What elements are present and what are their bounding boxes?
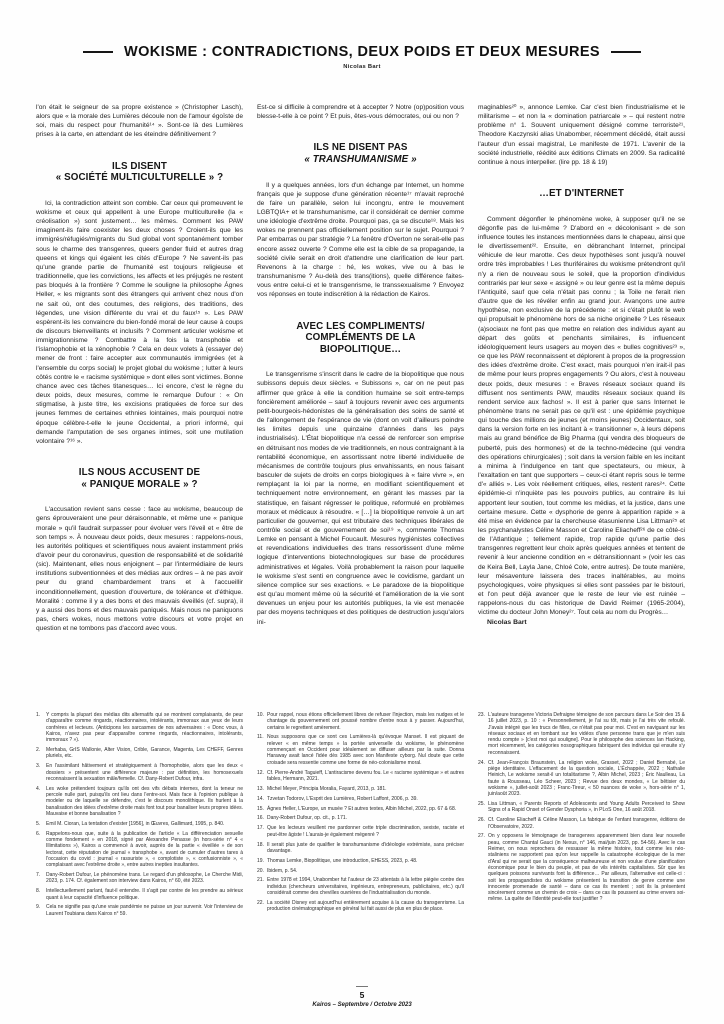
footnote-number: 17. [257, 825, 264, 832]
footnote-item [257, 734, 464, 765]
journal-issue-line: Kairos – Septembre / Octobre 2023 [312, 1002, 412, 1008]
body-column-1 [36, 103, 243, 709]
footnote-item [257, 877, 464, 896]
footnote-number: 9. [36, 904, 41, 911]
footnote-text: Il serait plus juste de qualifier le transhumanisme d'idéologie extrémiste, sans préciser davantage. [267, 841, 464, 854]
heading-line: « SOCIÉTÉ MULTICULTURELLE » ? [55, 172, 224, 184]
paragraph: L'accusation revient sans cesse : face au wokisme, beaucoup de gens éprouveraient une peur déraisonnable, et même une « panique morale » qu'il faudrait surpasser pour évoluer vers l'éveil et « être de son temps ». À nouveau deux poids, deux mesures : rappelons-nous, les autorités politiques et scientifiques nous avaient instamment priés d'avoir peur du coronavirus, question de responsabilité et de solidarité (sic). Maintenant, elles nous enjoignent – par l'intermédiaire de leurs institutions subventionnées et des médias aux ordres – à ne pas avoir peur du grand chambardement trans et à l'accueillir inconditionnellement, question d'ouverture, de tolérance et d'éthique. Moralité : comme il y a des bons et des mauvais éveillés (cf. supra), il y a aussi des bons et des mauvais paniqués. Mais nous ne paniquons pas, chers wokes, nous mettons votre discours et votre projet en question et ne tombons pas d'accord avec vous. [36, 506, 243, 633]
footnote-text: Les woke prétendent toujours qu'ils ont des vifs débats internes, dont la teneur ne percole nulle part, puisqu'ils ont lieu dans l'entre-soi. Mais face à l'opinion publique à modeler ou de laquelle se défendre, c'est le discours monolithique. Ils hurlent à la banalisation des idées d'extrême droite mais font tout pour banaliser leurs propres idées. Mauvaise et bonne banalisation ? [46, 785, 243, 817]
footnote-item [257, 806, 464, 812]
footnote-item [478, 801, 685, 814]
footnote-number: 13. [257, 785, 264, 792]
paragraph-continuation: l'on était le seigneur de sa propre existence » (Christopher Lasch), alors que « la morale des Lumières découle non de l'amour égoïste de soi, mais du respect pour l'humanité¹⁴ ». Sont-ce là des Lumières prises à la carte, en attendant de les éteindre définitivement ? [36, 104, 243, 139]
footnote-number: 16. [257, 815, 264, 822]
heading-line-italic: « TRANSHUMANISME » [304, 153, 417, 165]
paragraph: Le transgenrisme s'inscrit dans le cadre de la biopolitique que nous subissons depuis deux siècles. « Subissons », car on ne peut pas affirmer que grâce à elle la condition humaine se soit entre-temps foncièrement améliorée – sauf à toujours revenir avec ces arguments petit-bourgeois-hédonistes de la généralisation des soins de santé et de l'allongement de l'espérance de vie (dont on voit d'ailleurs poindre les limites depuis une quinzaine d'années dans les pays industrialisés). L'État biopolitique n'a cessé de renforcer son emprise en détruisant nos modes de vie traditionnels, en nous contraignant à la rentabilité économique, en assortissant notre liberté individuelle de mécanismes de contrôle toujours plus envahissants, en nous faisant basculer de sujets de droits en corps biologiques à « faire vivre », en remplaçant la loi par la norme, en modifiant scientifiquement et techniquement notre environnement, en gérant les masses par la statistique, en faisant régresser le politique, reformulé en problèmes moraux et médicaux à résoudre. « […] la biopolitique renvoie à un art particulier de gouverner, qui est tributaire des techniques libérales de contrôle social et de gouvernement de soi¹⁹ », commente Thomas Lemke en pensant à Michel Foucault. Mesures hygiénistes collectives et revendications individuelles des trans ressortissent d'une même logique d'interventions biotechnologiques sur base de procédures administratives et légales. Voilà probablement la raison pour laquelle le wokisme s'est senti en congruence avec le covidisme, gardant un silence complice sur ses exactions. « Le paradoxe de la biopolitique est qu'au moment même où la sécurité et l'amélioration de la vie sont devenues un enjeu pour les autorités publiques, la vie est menacée par des moyens techniques et des politiques de destruction jusqu'alors ini- [257, 371, 464, 626]
footnote-number: 19. [257, 857, 264, 864]
footnotes-column-1 [36, 712, 243, 968]
paragraph-continuation: maginables²⁰ », annonce Lemke. Car c'est bien l'industrialisme et le militarisme – et non la « domination patriarcale » – qui restent notre problème n° 1. Souvent uniquement désigné comme terroriste²¹, Theodore Kaczynski alias Unabomber, récemment décédé, était aussi l'auteur d'un essai magistral, Le manifeste de 1971. L'avenir de la société industrielle, réédité aux éditions Climats en 2009. Sa radicalité continue à nous interpeller. (lire pp. 18 & 19) [478, 104, 685, 166]
title-rule-left [83, 51, 113, 53]
article-author: Nicolas Bart [343, 64, 381, 70]
footnote-text: En l'assimilant hâtivement et stratégiquement à l'homophobie, alors que les deux « dossiers » présentent une différence majeure : par définition, les homosexuels reconnaissent la sexuation mâle/femelle. Cf. Dany-Robert Dufour, infra. [46, 763, 243, 782]
heading-line: BIOPOLITIQUE… [319, 343, 402, 355]
footnote-item [478, 817, 685, 830]
section-heading-et-d-internet [480, 188, 683, 200]
footnote-item [36, 747, 243, 760]
footnote-number: 14. [257, 795, 264, 802]
footnote-item [257, 858, 464, 864]
footnote-number: 26. [478, 817, 485, 824]
footnote-number: 2. [36, 747, 41, 754]
footnote-text: Cela ne signifie pas qu'une vraie pandémie ne puisse un jour survenir. Voir l'interview de Laurent Toubiana dans Kairos n° 59. [46, 904, 243, 917]
footnote-text: Que les lecteurs veuillent me pardonner cette triple discrimination, sexiste, raciste et peut-être âgiste ! L'aurais-je également mégenré ? [267, 825, 464, 838]
body-column-2 [257, 103, 464, 709]
footnote-item [36, 831, 243, 869]
footnote-item [257, 815, 464, 821]
footnote-number: 20. [257, 867, 264, 874]
footnote-number: 3. [36, 763, 41, 770]
paragraph: Ici, la contradiction atteint son comble. Car ceux qui promeuvent le wokisme et ceux qui appellent à une Europe multiculturelle (la « créolisation ») sont justement… les mêmes. Comment les PAW imaginent-ils faire coexister les deux choses ? Croient-ils que les immigrés/réfugiés/migrants du Sud global vont spontanément tomber sous le charme des transgenres, queers gender fluid et autres drag queens et kings qui égaient les cités d'Europe ? Ne savent-ils pas qu'une grande partie de l'humanité est toujours religieuse et traditionnelle, que les convictions, les affects et les préjugés ne restent pas bloqués à la frontière ? Comme le souligne la philosophe Ágnes Heller, « les migrants sont des étrangers qui arrivent chez nous d'on ne sait où, ont des coutumes, des religions, des traditions, des légendes, une vision différente du vrai et du faux¹⁵ ». Les PAW espèrent-ils les convaincre du bien-fondé moral de leur cause à coups de discours bienveillants et inclusifs ? Comment articuler wokisme et immigrationnisme ? Combattre à la fois la transphobie et l'islamophobie et la xénophobie ? Cela en deux volets à (essayer de) mener de front : faire accepter aux communautés immigrées (et à l'ensemble du corps social) le projet global du wokisme ; lutter à leurs côtés contre le « racisme systémique » dont elles sont victimes. Bonne chance avec ces tâches titanesques… Ici encore, c'est le règne du deux poids, deux mesures, comme le remarque Dufour : « On stigmatise, à juste titre, les excisions pratiquées de force sur des jeunes femmes de certaines ethnies lointaines, mais pourquoi notre époque célèbre-t-elle le jeune Occidental, a priori informé, qui demande l'amputation de ses organes intimes, soit une mutilation volontaire ?¹⁶ ». [36, 199, 243, 445]
footnote-number: 25. [478, 801, 485, 808]
section-heading-panique-morale [38, 467, 241, 490]
footnote-text: Ágnes Heller, L'Europe, un musée ? Et autres textes, Albin Michel, 2022, pp. 67 & 68. [267, 805, 457, 812]
footnote-number: 11. [257, 734, 264, 741]
footnote-text: La société Disney est aujourd'hui entièrement acquise à la cause du transgenrisme. La production cinématographique en général lui fait aussi de plus en plus de place. [267, 899, 464, 913]
heading-line: « PANIQUE MORALE » ? [81, 478, 198, 490]
footnote-text: Rappelons-nous que, suite à la publication de l'article « La différenciation sexuelle comme fondement » en 2018, signé par Alexandre Penasse (in hors-série n° 4 « Illimitations »), Kairos a commencé à avoir, auprès de la partie « éveillée » de son lectorat, cette réputation de journal « transphobe », avant de cumuler d'autres tares à l'occasion du covid : journal « rassuriste », « complotiste », « confusionniste », « complaisant avec l'extrême droite », entre autres inepties insultantes. [46, 830, 243, 869]
footnote-item [36, 904, 243, 917]
footnote-text: Cf. Pierre-André Taguieff, L'antiracisme devenu fou. Le « racisme systémique » et autres fables, Hermann, 2021. [267, 769, 464, 782]
section-heading-ils-disent [38, 161, 241, 184]
footnote-number: 6. [36, 830, 41, 837]
heading-line: ILS DISENT [112, 160, 167, 172]
footnote-text: Tzvetan Todorov, L'Esprit des Lumières, Robert Laffont, 2006, p. 39. [267, 795, 418, 802]
footnote-text: Nous supposons que ce sont ces Lumières-là qu'évoque Manset. Il est piquant de relever « en même temps » la portée universelle du wokisme, le phénomène commençant en Occident pour idéalement se diffuser ailleurs par la suite. Donna Haraway avait lancé l'idée dès 1985 avec son Manifeste cyborg. Nul doute que cette croisade sera ressentie comme une forme de néo-colonialisme moral. [267, 734, 464, 766]
footnote-item [36, 786, 243, 817]
footnote-number: 27. [478, 833, 485, 840]
footnote-number: 4. [36, 785, 41, 792]
footnote-item [36, 763, 243, 782]
paragraph: Comment dégonfler le phénomène woke, à supposer qu'il ne se dégonfle pas de lui-même ? D'abord en « décolonisant » de son influence toutes les instances mentionnées dans le chapeau, ainsi que le divertissement²². Ensuite, en débranchant Internet, principal véhicule de leur marotte. Ces deux hypothèses sont jusqu'à nouvel ordre très improbables ! Les thuriféraires du wokisme prétendront qu'il n'y a rien de nouveau sous le soleil, que la proportion d'individus contrariés par leur sexe « assigné » ou leur genre est la même depuis l'Antiquité, sauf que cela n'était pas connu ; la Toile ne ferait rien d'autre que de les révéler enfin au grand jour. Avançons une autre hypothèse, non exclusive de la précédente : et si c'était plutôt le web qui propulsait le phénomène hors de sa niche originelle ? Les réseaux (a)sociaux ne font pas que mettre en relation des individus ayant au départ des goûts et penchants similaires, ils influencent idéologiquement leurs usagers au moyen des « bulles cognitives²³ », ce que les PAW reconnaissent et déplorent à propos de la progression des idées d'extrême droite. C'est exact, mais pourquoi n'en irait-il pas de même pour leurs propres engagements ? Ou alors, c'est à nouveau deux poids, deux mesures : « Braves réseaux sociaux quand ils diffusent nos sentiments PAW, maudits réseaux sociaux quand ils rendent service aux fachos! ». Il est à parier que sans Internet le phénomène trans ne serait pas ce qu'il est : une épidémie psychique qui touche des millions de jeunes (et moins jeunes) Occidentaux, soit dans la version forte en les incitant à « transitionner », à leurs dépens mais au grand bénéfice de Big Pharma (qui vendra des bloqueurs de puberté, puis des hormones) et de la techno-médecine (qui vendra des opérations chirurgicales) ; soit dans la version faible en les incitant a minima à l'indulgence en tant que spectateurs, ou mieux, à l'exaltation en tant que supporters – ceux-ci étant repris sous le terme d'« alliés ». Les voix réellement critiques, elles, restent rares²⁴. Cette épidémie-ci n'inquiète pas les pouvoirs publics, au contraire ils lui apportent leur soutien, tout comme les médias, et la justice, dans une certaine mesure. Cette « dysphorie de genre à apparition rapide » a été mise en évidence par la chercheuse étasunienne Lisa Littman²⁵ et les psychanalystes Céline Masson et Caroline Eliacheff²⁶ de ce côté-ci de l'Atlantique ; tellement rapide, trop rapide qu'une partie des transgenres regrettent leur choix après quelques années et tentent de revenir à leur ancienne condition en « détransitionnant » (voir les cas de Keira Bell, Layla Jane, Chloé Cole, entre autres). De toute manière, leur mésaventure laissera des traces inaltérables, au moins psychologiques, voire physiques si elles sont passées par le bistouri, et l'on peut déjà avancer que le reste de leur vie est ruinée – rappelons-nous du cas historique de David Reimer (1965-2004), victime du docteur John Money²⁷. Tout cela au nom du Progrès… [478, 215, 685, 617]
footnote-text: L'auteure transgenre Victoria Defraigne témoigne de son parcours dans Le Soir des 15 & 16 juillet 2023, p. 10 : « Personnellement, je l'ai su tôt, mais je l'ai très vite refoulé. J'avais intégré que les trucs de filles, ce n'était pas pour moi. C'est en naviguant sur les réseaux sociaux et en tombant sur les vidéos d'une personne trans que je m'en suis rendu compte » [c'est moi qui souligne]. Pour le philosophe des sciences Ian Hacking, mort récemment, les catégories nosographiques fabriquent des individus qui ensuite s'y reconnaissent. [488, 712, 685, 756]
footnote-number: 18. [257, 841, 264, 848]
footnote-item [36, 872, 243, 885]
footer-rule [356, 986, 368, 987]
footnote-number: 8. [36, 888, 41, 895]
footnote-text: On y opposera le témoignage de transgenres apparemment bien dans leur nouvelle peau, comme Chantal Gauci (in Nexus, n° 146, mai/juin 2023, pp. 54-56). Avec le cas Reimer, on nous reprochera de ressasser la même histoire, tout comme les néo-staliniens ne supportent pas qu'on leur rappelle la catastrophe écologique de la mer d'Aral qui ne serait que la conséquence malheureuse et non voulue d'une planification économique pour le bien du peuple, et pas de vils intérêts capitalistes. Sûr que les quelques poissons survivants font la différence… Par ailleurs, l'alternative est celle-ci : soit les propagandistes du wokisme présentent la transition de genre comme une innocente promenade de santé – dans ce cas ils mentent ; soit ils la présentent sincèrement comme un chemin de croix – dans ce cas ils poussent au crime envers soi-même. La quête de l'identité peut-elle tout justifier ? [488, 833, 685, 903]
footnote-item [257, 868, 464, 874]
footnote-item [478, 760, 685, 798]
footnote-text: Lisa Littman, « Parents Reports of Adolescents and Young Adults Perceived to Show Signs of a Rapid Onset of Gender Dysphoria », in PLoS One, 16 août 2018. [488, 801, 685, 814]
footnote-item [257, 842, 464, 855]
footnote-item [257, 712, 464, 731]
title-rule-right [611, 51, 641, 53]
footnote-text: Intellectuellement parlant, faut-il entendre. Il s'agit par contre de les prendre au sérieux quant à leur capacité d'influence politique. [46, 888, 243, 901]
footnote-number: 7. [36, 872, 41, 879]
footnote-number: 24. [478, 759, 485, 766]
footnote-item [36, 821, 243, 827]
footnote-number: 22. [257, 899, 264, 906]
footnote-text: Cf. Jean-François Braunstein, La religion woke, Grasset, 2022 ; Daniel Bernabé, Le piège identitaire. L'effacement de la question sociale, L'Échappée, 2022 ; Nathalie Heinich, Le wokisme serait-il un totalitarisme ?, Albin Michel, 2023 ; Éric Naulleau, La faute à Rousseau, Léo Scheer, 2023 ; Revue des deux mondes, « Le bêtisier du wokisme », juillet-août 2023 ; Franc-Tireur, « 50 nuances de woke », hors-série n° 1, juin/août 2023. [488, 759, 685, 798]
footnote-text: Merhaba, GrIS Wallonie, Alter Vision, Crible, Garance, Magenta, Les CHEFF, Genres pluriels, etc. [46, 747, 243, 760]
section-heading-transhumanisme [259, 142, 462, 165]
footnotes-section [36, 712, 691, 968]
footnote-text: Ibidem, p. 54. [267, 867, 298, 874]
footnote-number: 5. [36, 820, 41, 827]
heading-line: …ET D'INTERNET [539, 188, 624, 200]
heading-line: AVEC LES COMPLIMENTS/ [296, 320, 425, 332]
footnote-item [36, 712, 243, 743]
footnote-text: Y compris la plupart des médias dits alternatifs qui se montrent complaisants, de peur d'apparaître comme ringards, réactionnaires, intolérants, immoraux aux yeux de leurs confrères et lecteurs. (Anticipons les sarcasmes de nos adversaires : « Donc vous, à Kairos, n'avez pas peur d'apparaître comme ringards, réactionnaires, intolérants, immoraux ? »). [46, 712, 243, 744]
footnote-text: Pour rappel, nous étions officiellement libres de refuser l'injection, mais les nudges et le chantage du gouvernement ont poussé nombre d'entre nous à y passer. Aujourd'hui, certains le regrettent amèrement. [267, 712, 464, 731]
footnote-text: Dany-Robert Dufour, Le phénomène trans. Le regard d'un philosophe, Le Cherche Midi, 2023, p. 174. Cf. également son interview dans Kairos, n° 60, été 2023. [46, 872, 243, 885]
title-row [0, 44, 724, 60]
heading-line: COMPLÉMENTS DE LA [305, 332, 416, 344]
footnote-item [478, 712, 685, 756]
footnote-item [257, 770, 464, 783]
footnote-text: Entre 1978 et 1994, Unabomber fut l'auteur de 23 attentats à la lettre piégée contre des individus (chercheurs universitaires, ingénieurs, entrepreneurs, publicitaires, etc.) qu'il considérait comme des chevilles ouvrières de l'industrialisation du monde. [267, 877, 464, 897]
heading-line: ILS NOUS ACCUSENT DE [78, 467, 201, 479]
footnote-text: Emil M. Cioran, La tentation d'exister [1956], in Œuvres, Gallimard, 1995, p. 840. [46, 820, 225, 827]
page-number: 5 [359, 989, 365, 1000]
section-heading-biopolitique [259, 321, 462, 356]
footnote-text: Cf. Caroline Eliacheff & Céline Masson, La fabrique de l'enfant transgenre, éditions de l'Observatoire, 2022. [488, 817, 685, 830]
heading-line: ILS NE DISENT PAS [313, 142, 408, 154]
footnote-item [257, 796, 464, 802]
article-body [36, 103, 691, 709]
footnote-number: 15. [257, 805, 264, 812]
paragraph-continuation: Est-ce si difficile à comprendre et à accepter ? Notre (op)position vous blesse-t-elle à ce point ? Et puis, êtes-vous démocrates, oui ou non ? [257, 104, 464, 121]
footnote-text: Dany-Robert Dufour, op. cit., p. 171. [267, 815, 348, 822]
footnote-text: Thomas Lemke, Biopolitique, une introduction, EHESS, 2023, p. 48. [267, 857, 418, 864]
footnote-item [257, 900, 464, 913]
paragraph: Il y a quelques années, lors d'un échange par Internet, un homme français que je suppose d'une génération récente¹⁷ m'avait reproché de faire un parallèle, selon lui incongru, entre le mouvement LGBTQIA+ et le transhumanisme, car il considérait ce dernier comme une idéologie d'extrême droite. Pourquoi pas, ça se discute¹⁸. Mais les wokes ne prennent pas officiellement position sur le sujet. Pourquoi ? Par embarras ou par stratégie ? La fenêtre d'Overton ne serait-elle pas encore assez ouverte ? Comme elle est la cible de sa propagande, la société civile serait en droit d'attendre une clarification de leur part. Revenons à la charge : hé, les wokes, vive ou à bas le transhumanisme ? Au-delà des trans(itions), quelle différence faites-vous entre celui-ci et le transgenrisme, le transsexualisme ? Envoyez vos réponses en toute indiscrétion à la rédaction de Kairos. [257, 181, 464, 299]
footnote-item [478, 833, 685, 902]
body-column-3 [478, 103, 685, 709]
footnote-number: 1. [36, 712, 41, 718]
article-header [0, 0, 724, 70]
footnote-item [257, 825, 464, 838]
footnote-number: 23. [478, 712, 485, 718]
footnotes-column-3 [478, 712, 685, 968]
footnote-text: Michel Meyer, Principia Moralia, Fayard, 2013, p. 181. [267, 785, 387, 792]
article-title: WOKISME : CONTRADICTIONS, DEUX POIDS ET DEUX MESURES [124, 44, 600, 60]
page-footer [0, 986, 724, 1009]
author-signature: Nicolas Bart [487, 618, 527, 626]
footnotes-column-2 [257, 712, 464, 968]
footnote-number: 21. [257, 877, 264, 884]
footnote-number: 10. [257, 712, 264, 718]
footnote-item [257, 786, 464, 792]
footnote-item [36, 888, 243, 901]
footnote-number: 12. [257, 769, 264, 776]
